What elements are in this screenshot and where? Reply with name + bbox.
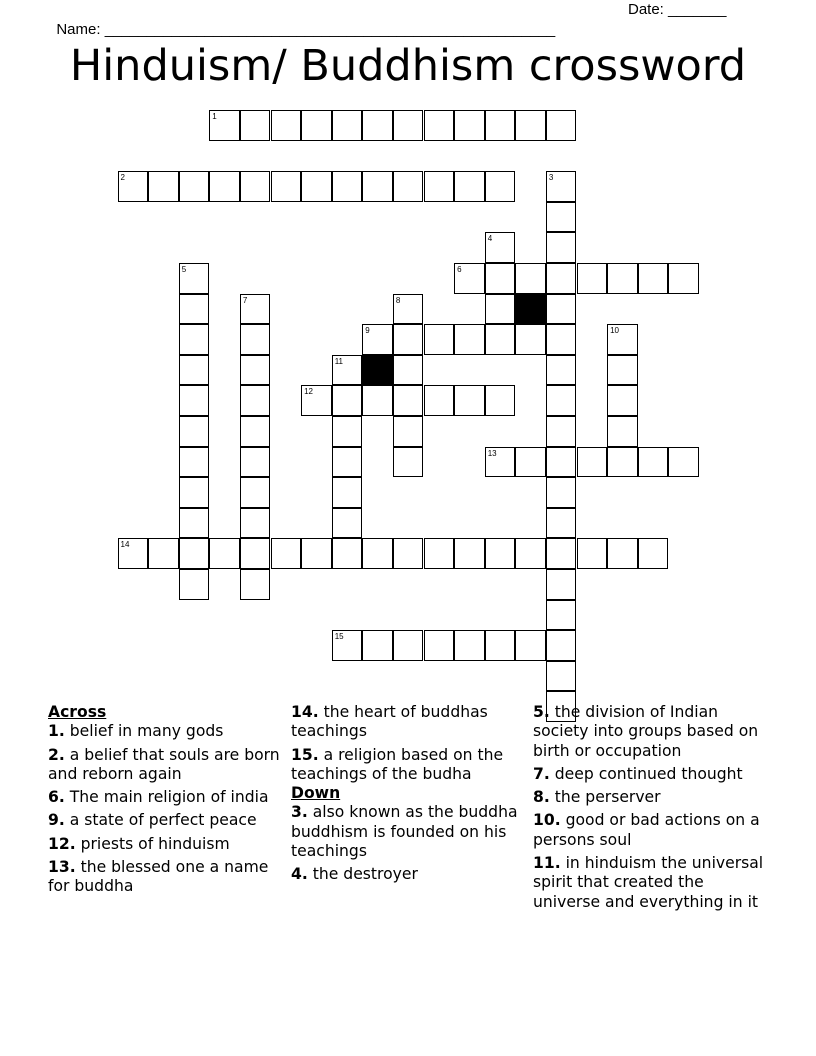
clue-text: belief in many gods	[69, 722, 224, 741]
grid-cell[interactable]	[424, 171, 455, 202]
clue-number-label: 8	[395, 295, 401, 305]
grid-cell[interactable]	[607, 263, 638, 294]
grid-cell[interactable]	[240, 508, 271, 539]
grid-cell[interactable]	[515, 630, 546, 661]
grid-cell[interactable]	[607, 385, 638, 416]
clue-across-2	[48, 746, 280, 785]
grid-cell[interactable]	[546, 600, 577, 631]
clue-text: priests of hinduism	[80, 834, 230, 853]
grid-cell[interactable]	[515, 110, 546, 141]
grid-cell[interactable]	[546, 477, 577, 508]
grid-cell[interactable]	[454, 110, 485, 141]
clue-number-label: 13	[487, 448, 497, 458]
grid-cell[interactable]	[179, 447, 210, 478]
grid-cell[interactable]	[240, 171, 271, 202]
grid-cell[interactable]	[393, 171, 424, 202]
clue-across-1	[48, 722, 280, 741]
clue-number-label: 2	[120, 173, 125, 183]
grid-cell[interactable]	[546, 110, 577, 141]
grid-cell[interactable]	[179, 263, 210, 294]
grid-cell[interactable]	[546, 661, 577, 692]
grid-cell[interactable]	[240, 324, 271, 355]
grid-cell[interactable]	[209, 171, 240, 202]
clue-number-label: 1	[212, 112, 217, 121]
black-square	[362, 355, 393, 386]
grid-cell[interactable]	[515, 263, 546, 294]
grid-cell[interactable]	[240, 355, 271, 386]
grid-cell[interactable]	[424, 324, 455, 355]
clue-text: deep continued thought	[554, 764, 743, 783]
grid-cell[interactable]	[209, 538, 240, 569]
grid-cell[interactable]	[332, 447, 363, 478]
grid-cell[interactable]	[454, 263, 485, 294]
clue-number-label: 4	[487, 234, 493, 244]
clue-number-label: 14	[120, 540, 130, 550]
clues-column-3	[533, 703, 765, 916]
grid-cell[interactable]	[240, 110, 271, 141]
grid-cell[interactable]	[118, 538, 149, 569]
grid-cell[interactable]	[179, 569, 210, 600]
grid-cell[interactable]	[485, 171, 516, 202]
grid-cell[interactable]	[485, 232, 516, 263]
grid-cell[interactable]	[546, 447, 577, 478]
clue-number: 13.	[48, 858, 76, 877]
across-heading: Across	[48, 703, 107, 721]
clue-across-14	[291, 703, 523, 742]
grid-cell[interactable]	[607, 416, 638, 447]
grid-cell[interactable]	[301, 538, 332, 569]
grid-cell[interactable]	[485, 538, 516, 569]
grid-cell[interactable]	[638, 263, 669, 294]
grid-cell[interactable]	[424, 110, 455, 141]
grid-cell[interactable]	[668, 263, 699, 294]
grid-cell[interactable]	[332, 538, 363, 569]
grid-cell[interactable]	[393, 294, 424, 325]
clue-number-label: 7	[242, 295, 248, 305]
grid-cell[interactable]	[148, 538, 179, 569]
clue-number: 9.	[48, 811, 65, 830]
clue-number: 12.	[48, 834, 76, 853]
grid-cell[interactable]	[454, 538, 485, 569]
grid-cell[interactable]	[546, 294, 577, 325]
clue-down-5	[533, 703, 765, 761]
clue-number-label: 15	[334, 632, 344, 642]
grid-cell[interactable]	[179, 538, 210, 569]
grid-cell[interactable]	[179, 355, 210, 386]
grid-cell[interactable]	[546, 171, 577, 202]
grid-cell[interactable]	[607, 538, 638, 569]
grid-cell[interactable]	[362, 538, 393, 569]
grid-cell[interactable]	[393, 110, 424, 141]
clue-across-9	[48, 811, 280, 830]
grid-cell[interactable]	[179, 508, 210, 539]
clue-number-label: 6	[457, 265, 462, 274]
clue-number: 3.	[291, 803, 308, 822]
grid-cell[interactable]	[148, 171, 179, 202]
grid-cell[interactable]	[607, 355, 638, 386]
grid-cell[interactable]	[424, 538, 455, 569]
grid-cell[interactable]	[485, 447, 516, 478]
grid-cell[interactable]	[546, 508, 577, 539]
clue-across-6	[48, 788, 280, 807]
clue-number: 1.	[48, 722, 65, 741]
grid-cell[interactable]	[332, 630, 363, 661]
grid-cell[interactable]	[240, 385, 271, 416]
grid-cell[interactable]	[301, 171, 332, 202]
grid-cell[interactable]	[301, 110, 332, 141]
clue-number: 8.	[533, 788, 550, 807]
black-square	[515, 294, 546, 325]
grid-cell[interactable]	[332, 110, 363, 141]
grid-cell[interactable]	[577, 447, 608, 478]
grid-cell[interactable]	[546, 232, 577, 263]
grid-cell[interactable]	[485, 110, 516, 141]
clue-text: The main religion of india	[69, 788, 269, 807]
grid-cell[interactable]	[179, 171, 210, 202]
grid-cell[interactable]	[362, 171, 393, 202]
clue-text: a belief that souls are born and reborn again	[48, 745, 280, 783]
grid-cell[interactable]	[332, 477, 363, 508]
grid-cell[interactable]	[546, 385, 577, 416]
grid-cell[interactable]	[393, 630, 424, 661]
grid-cell[interactable]	[118, 171, 149, 202]
grid-cell[interactable]	[362, 324, 393, 355]
grid-cell[interactable]	[546, 569, 577, 600]
grid-cell[interactable]	[515, 538, 546, 569]
grid-cell[interactable]	[332, 508, 363, 539]
grid-cell[interactable]	[668, 447, 699, 478]
grid-cell[interactable]	[240, 569, 271, 600]
grid-cell[interactable]	[179, 385, 210, 416]
clue-number-label: 5	[181, 265, 187, 274]
grid-cell[interactable]	[485, 294, 516, 325]
grid-cell[interactable]	[454, 324, 485, 355]
grid-cell[interactable]	[454, 171, 485, 202]
page-title: Hinduism/ Buddhism crossword	[69, 41, 747, 91]
grid-cell[interactable]	[332, 416, 363, 447]
grid-cell[interactable]	[240, 477, 271, 508]
clue-number: 14.	[291, 703, 319, 721]
grid-cell[interactable]	[179, 477, 210, 508]
grid-cell[interactable]	[301, 385, 332, 416]
grid-cell[interactable]	[393, 538, 424, 569]
grid-cell[interactable]	[362, 630, 393, 661]
grid-cell[interactable]	[454, 385, 485, 416]
grid-cell[interactable]	[393, 324, 424, 355]
clue-across-12	[48, 835, 280, 854]
clue-down-3	[291, 803, 523, 861]
grid-cell[interactable]	[240, 294, 271, 325]
grid-cell[interactable]	[240, 447, 271, 478]
grid-cell[interactable]	[546, 416, 577, 447]
grid-cell[interactable]	[607, 447, 638, 478]
grid-cell[interactable]	[546, 324, 577, 355]
clue-number: 11.	[533, 854, 561, 873]
clue-number: 4.	[291, 865, 308, 884]
grid-cell[interactable]	[179, 294, 210, 325]
clue-across-13	[48, 858, 280, 897]
grid-cell[interactable]	[271, 171, 302, 202]
grid-cell[interactable]	[515, 447, 546, 478]
clue-down-8	[533, 788, 765, 807]
grid-cell[interactable]	[424, 630, 455, 661]
clue-text: a religion based on the teachings of the budha	[291, 745, 504, 783]
grid-cell[interactable]	[271, 110, 302, 141]
clue-down-7	[533, 765, 765, 784]
grid-cell[interactable]	[577, 263, 608, 294]
grid-cell[interactable]	[271, 538, 302, 569]
clue-number: 7.	[533, 764, 550, 783]
grid-cell[interactable]	[485, 263, 516, 294]
grid-cell[interactable]	[393, 355, 424, 386]
grid-cell[interactable]	[546, 538, 577, 569]
grid-cell[interactable]	[485, 630, 516, 661]
grid-cell[interactable]	[546, 630, 577, 661]
grid-cell[interactable]	[638, 538, 669, 569]
clue-down-11	[533, 854, 765, 912]
grid-cell[interactable]	[393, 416, 424, 447]
grid-cell[interactable]	[240, 538, 271, 569]
clue-down-10	[533, 811, 765, 850]
clue-text: good or bad actions on a persons soul	[533, 811, 760, 849]
clue-text: the perserver	[554, 788, 661, 807]
name-field-label: Name: ______________________________________________________	[56, 21, 556, 38]
clue-text: also known as the buddha buddhism is founded on his teachings	[291, 803, 518, 861]
grid-cell[interactable]	[179, 416, 210, 447]
grid-cell[interactable]	[393, 385, 424, 416]
clue-text: the blessed one a name for buddha	[48, 858, 269, 896]
clue-number-label: 10	[610, 326, 619, 336]
clue-number: 6.	[48, 788, 65, 807]
clue-text: the division of Indian society into groups based on birth or occupation	[533, 703, 759, 760]
grid-cell[interactable]	[485, 385, 516, 416]
clue-down-4	[291, 865, 523, 884]
grid-cell[interactable]	[546, 355, 577, 386]
grid-cell[interactable]	[209, 110, 240, 141]
grid-cell[interactable]	[362, 385, 393, 416]
grid-cell[interactable]	[332, 355, 363, 386]
grid-cell[interactable]	[515, 324, 546, 355]
clue-text: the heart of buddhas teachings	[291, 703, 488, 741]
clue-across-15	[291, 746, 523, 785]
grid-cell[interactable]	[424, 385, 455, 416]
grid-cell[interactable]	[638, 447, 669, 478]
clue-number-label: 12	[304, 387, 313, 397]
grid-cell[interactable]	[607, 324, 638, 355]
clue-text: the destroyer	[312, 865, 418, 884]
clue-text: a state of perfect peace	[69, 811, 257, 830]
clue-number-label: 3	[548, 173, 554, 183]
grid-cell[interactable]	[362, 110, 393, 141]
clue-number-label: 9	[365, 326, 370, 336]
grid-cell[interactable]	[485, 324, 516, 355]
clues-column-2	[291, 703, 523, 889]
grid-cell[interactable]	[332, 385, 363, 416]
clue-text: in hinduism the universal spirit that created the universe and everything in it	[533, 854, 764, 911]
grid-cell[interactable]	[546, 263, 577, 294]
grid-cell[interactable]	[240, 416, 271, 447]
clue-number: 2.	[48, 745, 65, 764]
clues-column-1	[48, 703, 280, 901]
clue-number-label: 11	[334, 356, 343, 366]
grid-cell[interactable]	[454, 630, 485, 661]
clue-number: 5.	[533, 703, 550, 721]
grid-cell[interactable]	[546, 202, 577, 233]
clue-number: 10.	[533, 811, 561, 830]
date-field-label: Date: _______	[628, 1, 727, 18]
grid-cell[interactable]	[332, 171, 363, 202]
grid-cell[interactable]	[393, 447, 424, 478]
down-heading: Down	[291, 784, 341, 803]
grid-cell[interactable]	[577, 538, 608, 569]
grid-cell[interactable]	[179, 324, 210, 355]
clue-number: 15.	[291, 745, 319, 764]
